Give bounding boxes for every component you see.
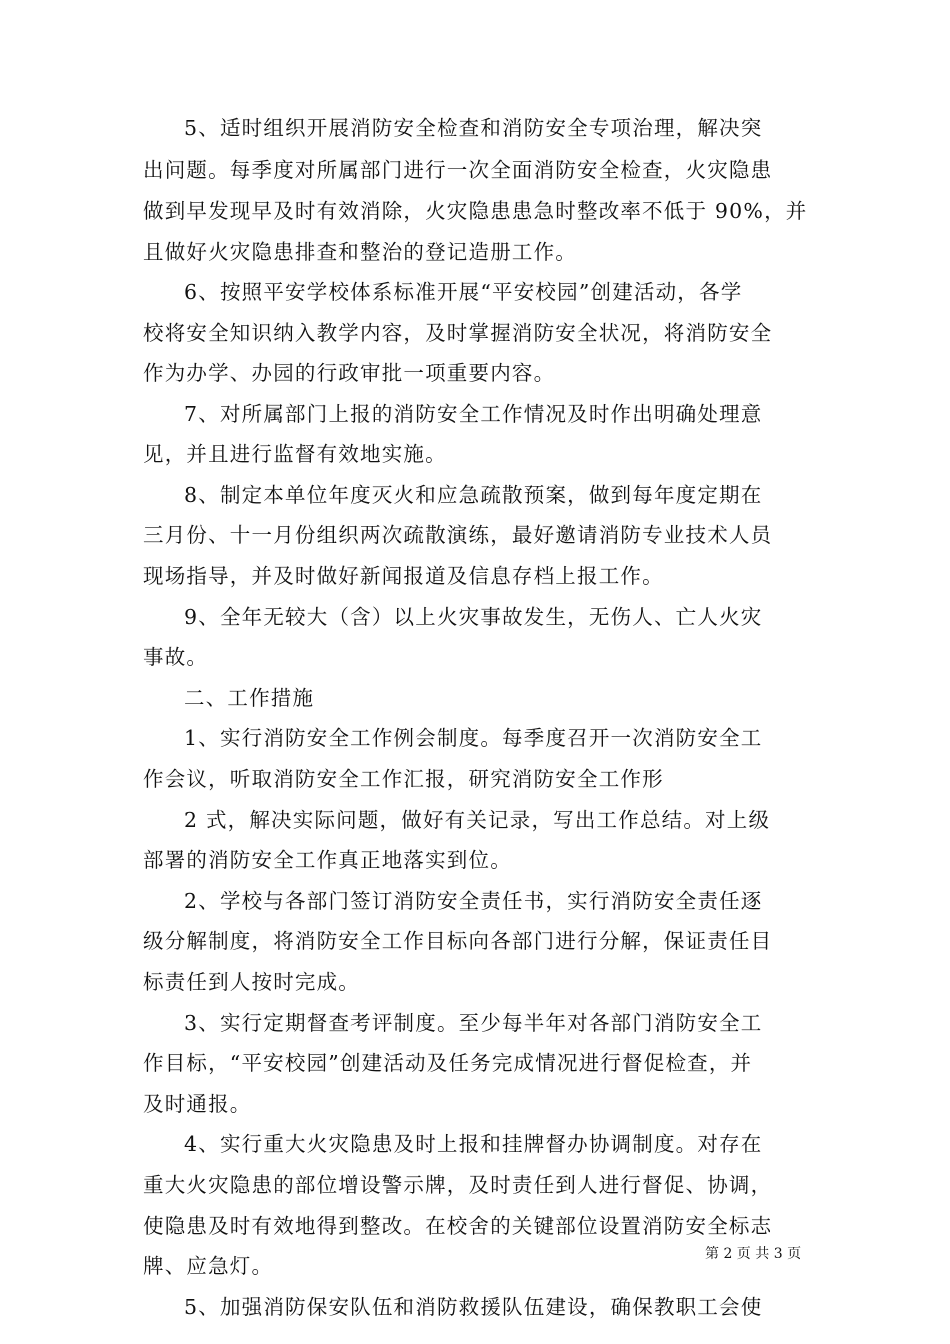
- text-line: 见，并且进行监督有效地实施。: [143, 442, 447, 466]
- text-line: 2 式，解决实际问题，做好有关记录，写出工作总结。对上级: [184, 808, 771, 832]
- text-line: 三月份、十一月份组织两次疏散演练，最好邀请消防专业技术人员: [143, 523, 773, 547]
- text-line: 事故。: [143, 645, 209, 669]
- text-line: 6、按照平安学校体系标准开展“平安校园”创建活动，各学: [184, 280, 743, 304]
- text-line: 1、实行消防安全工作例会制度。每季度召开一次消防安全工: [184, 726, 763, 750]
- text-line: 级分解制度，将消防安全工作目标向各部门进行分解，保证责任目: [143, 929, 773, 953]
- text-line: 2、学校与各部门签订消防安全责任书，实行消防安全责任逐: [184, 889, 763, 913]
- text-line: 标责任到人按时完成。: [143, 970, 360, 994]
- text-line: 3、实行定期督查考评制度。至少每半年对各部门消防安全工: [184, 1011, 763, 1035]
- text-line: 出问题。每季度对所属部门进行一次全面消防安全检查，火灾隐患: [143, 158, 773, 182]
- text-line: 8、制定本单位年度灭火和应急疏散预案，做到每年度定期在: [184, 483, 763, 507]
- text-line: 使隐患及时有效地得到整改。在校舍的关键部位设置消防安全标志: [143, 1214, 773, 1238]
- text-line: 7、对所属部门上报的消防安全工作情况及时作出明确处理意: [184, 402, 763, 426]
- page-number: 第 2 页 共 3 页: [705, 1246, 802, 1262]
- text-line: 作会议，听取消防安全工作汇报，研究消防安全工作形: [143, 767, 664, 791]
- text-line: 作为办学、办园的行政审批一项重要内容。: [143, 361, 556, 385]
- text-line: 5、适时组织开展消防安全检查和消防安全专项治理，解决突: [184, 116, 763, 140]
- text-line: 做到早发现早及时有效消除，火灾隐患患急时整改率不低于 90%，并: [143, 199, 808, 223]
- text-line: 牌、应急灯。: [143, 1254, 274, 1278]
- text-line: 5、加强消防保安队伍和消防救援队伍建设，确保教职工会使: [184, 1295, 763, 1319]
- text-line: 校将安全知识纳入教学内容，及时掌握消防安全状况，将消防安全: [143, 321, 773, 345]
- text-line: 及时通报。: [143, 1092, 252, 1116]
- text-line: 重大火灾隐患的部位增设警示牌，及时责任到人进行督促、协调，: [143, 1173, 773, 1197]
- text-line: 部署的消防安全工作真正地落实到位。: [143, 848, 512, 872]
- text-line: 4、实行重大火灾隐患及时上报和挂牌督办协调制度。对存在: [184, 1132, 763, 1156]
- text-line: 9、全年无较大（含）以上火灾事故发生，无伤人、亡人火灾: [184, 605, 763, 629]
- text-line: 现场指导，并及时做好新闻报道及信息存档上报工作。: [143, 564, 664, 588]
- text-line: 且做好火灾隐患排查和整治的登记造册工作。: [143, 240, 577, 264]
- text-line: 作目标，“平安校园”创建活动及任务完成情况进行督促检查，并: [143, 1051, 753, 1075]
- section-heading: 二、工作措施: [184, 686, 315, 710]
